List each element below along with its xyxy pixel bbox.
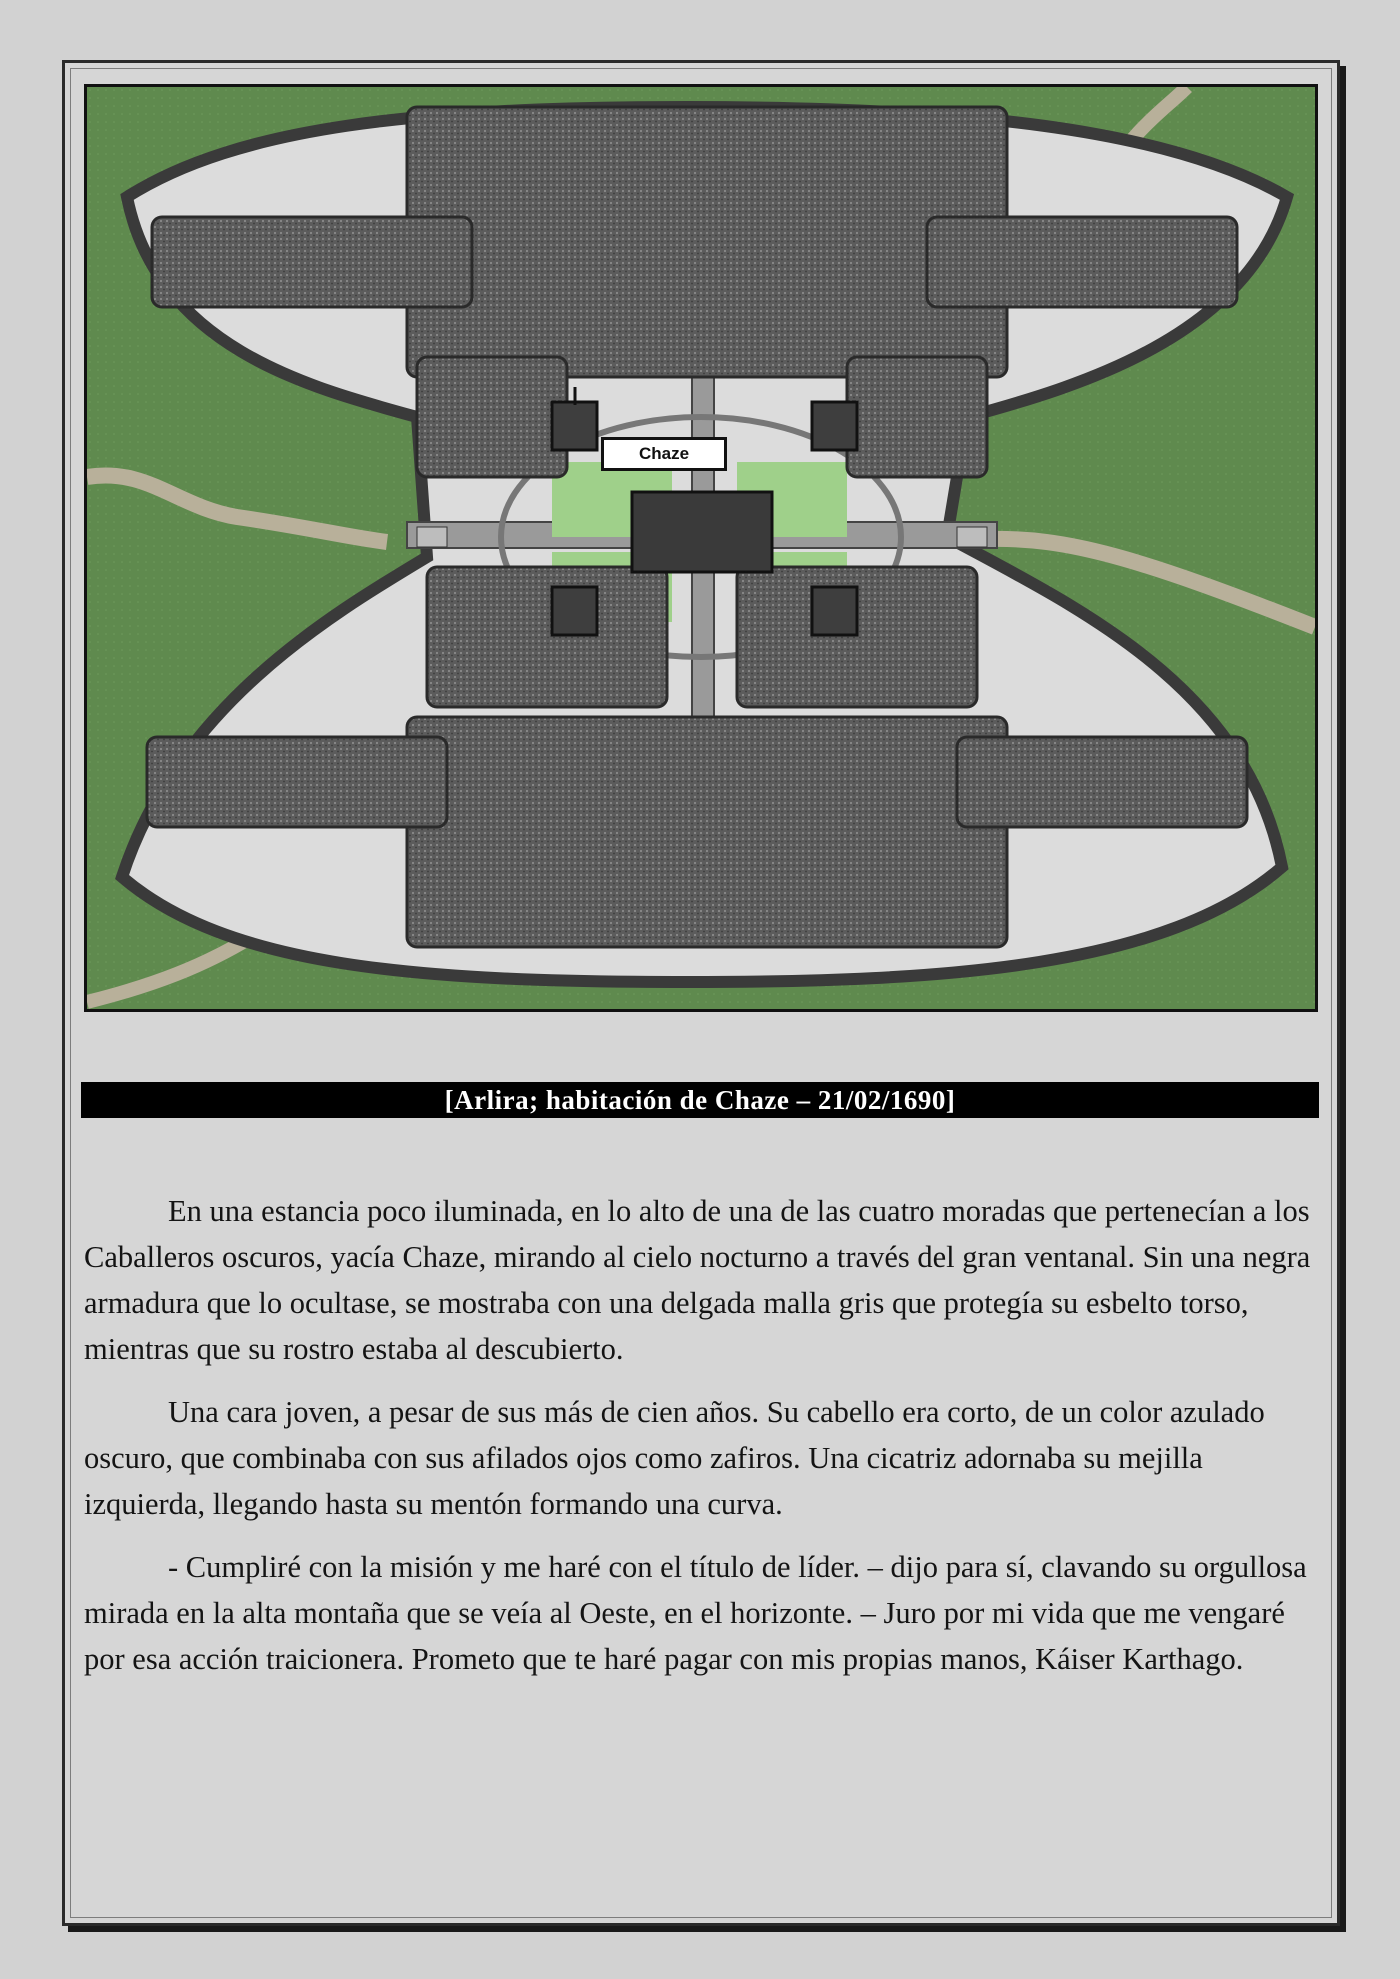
building-block-w <box>417 357 567 477</box>
story-paragraph: - Cumpliré con la misión y me haré con el título de líder. – dijo para sí, clavando su orgullosa mirada en la alta montaña que se veía al Oeste, en el horizonte. – Juro por mi vida que me vengaré por esa acción traicionera. Prometo que te haré pagar con mis propias manos, Káiser Karthago. <box>84 1550 1307 1676</box>
tower-sw <box>552 587 597 635</box>
city-map-drawing <box>87 87 1315 1009</box>
building-block-ne <box>927 217 1237 307</box>
story-paragraph: En una estancia poco iluminada, en lo alto de una de las cuatro moradas que pertenecían a los Caballeros oscuros, yacía Chaze, mirando al cielo nocturno a través del gran ventanal. Sin una negra armadura que lo ocultase, se mostraba con una delgada malla gris que protegía su esbelto torso, mientras que su rostro estaba al descubierto. <box>84 1194 1311 1366</box>
building-block-s <box>407 717 1007 947</box>
city-map <box>84 84 1318 1012</box>
building-block-se <box>957 737 1247 827</box>
tower-ne <box>812 402 857 450</box>
gate-west <box>417 527 447 547</box>
location-header: [Arlira; habitación de Chaze – 21/02/1690] <box>81 1082 1319 1118</box>
tower-se <box>812 587 857 635</box>
building-block-sw <box>147 737 447 827</box>
story-paragraph: Una cara joven, a pesar de sus más de cien años. Su cabello era corto, de un color azulado oscuro, que combinaba con sus afilados ojos como zafiros. Una cicatriz adornaba su mejilla izquierda, llegando hasta su mentón formando una curva. <box>84 1395 1265 1521</box>
building-block-n <box>407 107 1007 377</box>
tower-nw <box>552 402 597 450</box>
building-block-nw <box>152 217 472 307</box>
gate-east <box>957 527 987 547</box>
chaze-marker-label: Chaze <box>601 437 727 471</box>
central-castle <box>632 492 772 572</box>
story-text <box>84 1188 1314 1699</box>
building-block-sw-inner <box>427 567 667 707</box>
building-block-e <box>847 357 987 477</box>
